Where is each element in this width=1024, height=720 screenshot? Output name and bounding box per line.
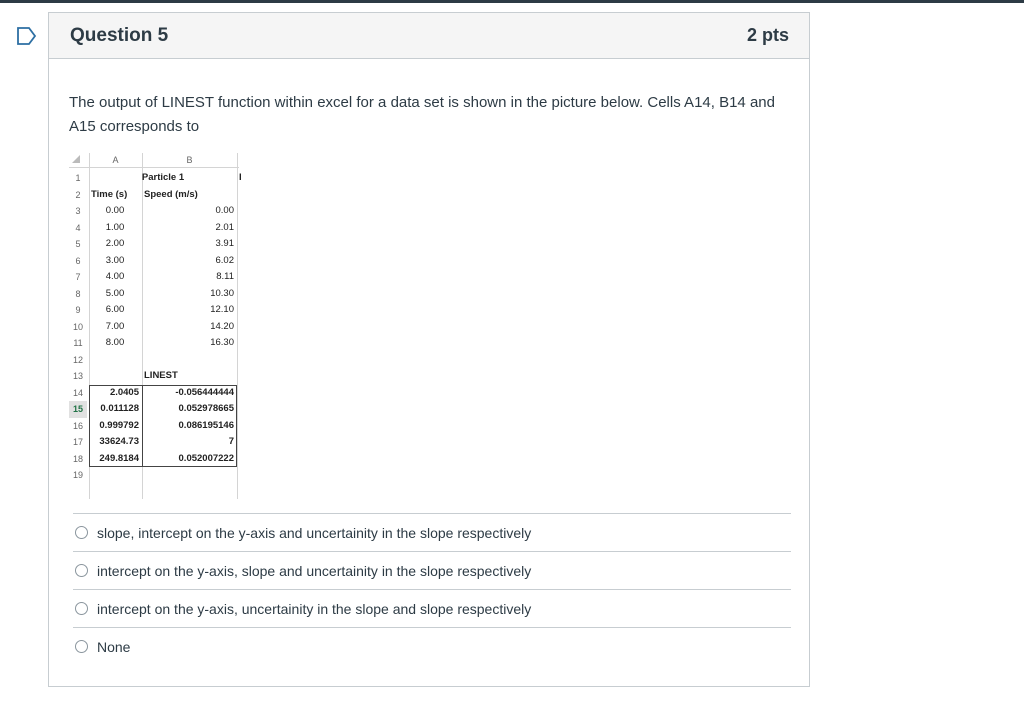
question-header bbox=[49, 13, 809, 59]
answer-options bbox=[73, 513, 791, 665]
linest-value-b: 0.052978665 bbox=[178, 403, 234, 414]
row-number: 11 bbox=[73, 338, 83, 348]
time-value: 6.00 bbox=[105, 304, 125, 315]
speed-value: 14.20 bbox=[210, 320, 234, 332]
linest-value-a: 249.8184 bbox=[99, 452, 139, 464]
answer-option-1[interactable] bbox=[73, 513, 791, 551]
row-number: 9 bbox=[75, 305, 81, 315]
grid-hline bbox=[69, 167, 239, 168]
grid-vline bbox=[237, 153, 238, 499]
linest-value-a: 0.011128 bbox=[100, 403, 139, 414]
time-header: Time (s) bbox=[91, 188, 128, 200]
answer-option-label: intercept on the y-axis, uncertainity in the slope and slope respectively bbox=[97, 600, 532, 617]
row-number: 19 bbox=[72, 470, 83, 480]
row-number: 4 bbox=[75, 222, 81, 233]
speed-value: 3.91 bbox=[215, 238, 234, 249]
top-border bbox=[0, 0, 1024, 3]
linest-value-a: 33624.73 bbox=[99, 436, 139, 447]
row-number: 6 bbox=[75, 255, 81, 266]
linest-value-b: 0.086195146 bbox=[178, 419, 234, 431]
answer-option-label: slope, intercept on the y-axis and uncertainity in the slope respectively bbox=[97, 524, 532, 541]
speed-header: Speed (m/s) bbox=[144, 188, 198, 200]
linest-label: LINEST bbox=[144, 370, 178, 381]
speed-value: 6.02 bbox=[215, 254, 234, 266]
answer-option-2[interactable] bbox=[73, 551, 791, 589]
row-number: 3 bbox=[75, 206, 81, 216]
column-header-a: A bbox=[112, 155, 119, 165]
radio-button[interactable] bbox=[75, 640, 88, 653]
time-value: 4.00 bbox=[105, 271, 125, 282]
time-value: 1.00 bbox=[105, 221, 125, 233]
time-value: 2.00 bbox=[105, 238, 125, 249]
time-value: 5.00 bbox=[105, 287, 125, 299]
question-card bbox=[48, 12, 810, 687]
row-number: 5 bbox=[75, 239, 81, 249]
linest-value-a: 2.0405 bbox=[109, 386, 139, 398]
speed-value: 12.10 bbox=[210, 304, 234, 315]
row-number: 7 bbox=[75, 272, 81, 282]
speed-value: 0.00 bbox=[215, 205, 234, 216]
row-number: 10 bbox=[72, 321, 83, 332]
time-value: 0.00 bbox=[105, 205, 125, 216]
radio-button[interactable] bbox=[75, 526, 88, 539]
sheet-corner bbox=[72, 155, 80, 163]
row-number: 14 bbox=[72, 387, 83, 398]
linest-value-b: 0.052007222 bbox=[178, 452, 234, 464]
row-number: 1 bbox=[75, 173, 81, 183]
linest-value-a: 0.999792 bbox=[99, 419, 139, 431]
linest-value-b: -0.056444444 bbox=[175, 386, 234, 398]
answer-option-3[interactable] bbox=[73, 589, 791, 627]
particle-header: Particle 1 bbox=[141, 172, 185, 183]
row-number: 15 bbox=[69, 401, 87, 418]
spreadsheet-image bbox=[69, 153, 242, 501]
row-number: 18 bbox=[72, 453, 83, 464]
speed-value: 10.30 bbox=[210, 287, 234, 299]
speed-value: 16.30 bbox=[210, 337, 234, 348]
column-i-marker: I bbox=[239, 172, 242, 183]
radio-button[interactable] bbox=[75, 602, 88, 615]
column-header-b: B bbox=[186, 155, 193, 165]
speed-value: 8.11 bbox=[216, 271, 234, 282]
row-number: 2 bbox=[75, 189, 81, 200]
row-number: 17 bbox=[72, 437, 83, 447]
question-points: 2 pts bbox=[746, 25, 789, 45]
question-text: The output of LINEST function within excel for a data set is shown in the picture below. Cells A14, B14 and A15 corresponds to bbox=[69, 94, 775, 135]
row-number: 13 bbox=[72, 371, 83, 381]
time-value: 8.00 bbox=[105, 337, 125, 348]
time-value: 3.00 bbox=[105, 254, 125, 266]
linest-value-b: 7 bbox=[228, 436, 234, 447]
answer-option-4[interactable] bbox=[73, 627, 791, 665]
row-number: 12 bbox=[72, 354, 83, 365]
flag-question-icon[interactable] bbox=[17, 27, 37, 45]
time-value: 7.00 bbox=[105, 320, 125, 332]
row-number: 8 bbox=[75, 288, 81, 299]
answer-option-label: intercept on the y-axis, slope and uncertainity in the slope respectively bbox=[97, 562, 532, 579]
radio-button[interactable] bbox=[75, 564, 88, 577]
row-number: 16 bbox=[72, 420, 83, 431]
speed-value: 2.01 bbox=[215, 221, 234, 233]
linest-divider bbox=[142, 385, 143, 468]
answer-option-label: None bbox=[97, 638, 131, 655]
question-title: Question 5 bbox=[70, 24, 169, 46]
